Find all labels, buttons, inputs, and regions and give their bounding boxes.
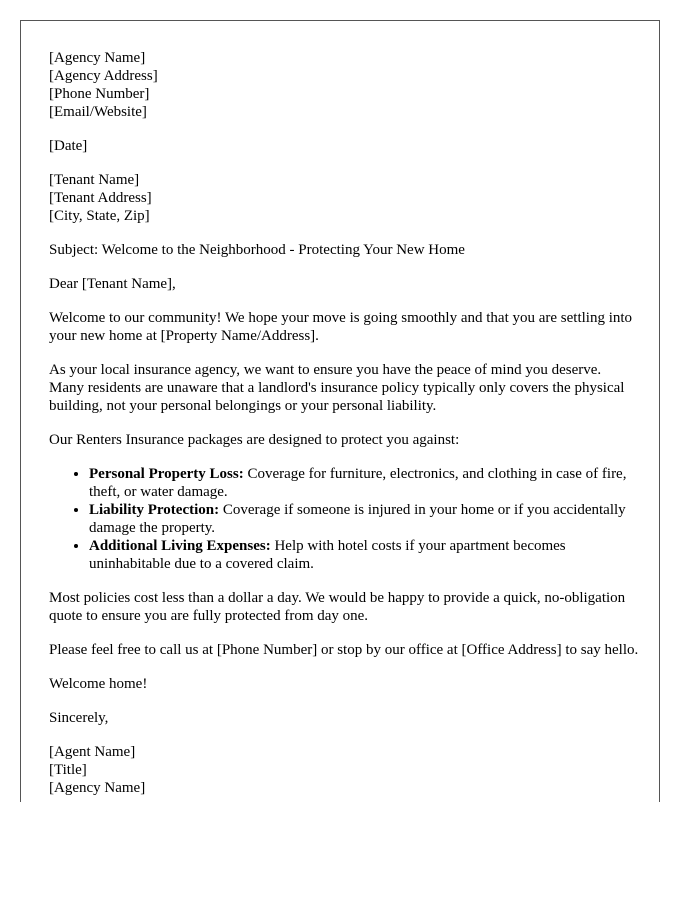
signature-agency-name: [Agency Name] — [49, 780, 146, 796]
recipient-city-state-zip: [City, State, Zip] — [49, 208, 150, 224]
letter-content — [49, 49, 639, 802]
coverage-title-property: Personal Property Loss: — [89, 466, 244, 482]
paragraph-cost: Most policies cost less than a dollar a day. We would be happy to provide a quick, no-obligation quote to ensure you are fully protected from day one. — [49, 590, 626, 624]
sign-off: Sincerely, — [49, 710, 109, 726]
sender-email-website: [Email/Website] — [49, 104, 147, 120]
paragraph-packages-intro: Our Renters Insurance packages are designed to protect you against: — [49, 432, 460, 448]
paragraph-welcome: Welcome to our community! We hope your move is going smoothly and that you are settling into your new home at [Property Name/Address]. — [49, 310, 633, 344]
coverage-text-liability: Coverage if someone is injured in your home or if you accidentally damage the property. — [89, 502, 626, 536]
coverage-list — [49, 465, 639, 573]
sender-phone: [Phone Number] — [49, 86, 150, 102]
list-item — [89, 465, 639, 501]
paragraph-welcome-home: Welcome home! — [49, 676, 148, 692]
letter-page — [20, 20, 660, 802]
coverage-title-living-expenses: Additional Living Expenses: — [89, 538, 271, 554]
coverage-text-living-expenses: Help with hotel costs if your apartment becomes uninhabitable due to a covered claim. — [89, 538, 566, 572]
signature-agent-name: [Agent Name] — [49, 744, 136, 760]
sender-agency-address: [Agency Address] — [49, 68, 158, 84]
paragraph-contact: Please feel free to call us at [Phone Number] or stop by our office at [Office Address] to say hello. — [49, 642, 639, 658]
sender-block — [49, 49, 639, 121]
date-block — [49, 137, 639, 155]
salutation: Dear [Tenant Name], — [49, 276, 176, 292]
list-item — [89, 501, 639, 537]
letter-date: [Date] — [49, 138, 88, 154]
coverage-text-property: Coverage for furniture, electronics, and clothing in case of fire, theft, or water damage. — [89, 466, 627, 500]
recipient-address: [Tenant Address] — [49, 190, 152, 206]
signature-title: [Title] — [49, 762, 87, 778]
coverage-title-liability: Liability Protection: — [89, 502, 220, 518]
recipient-name: [Tenant Name] — [49, 172, 140, 188]
list-item — [89, 537, 639, 573]
recipient-block — [49, 171, 639, 225]
sender-agency-name: [Agency Name] — [49, 50, 146, 66]
signature-block — [49, 743, 639, 797]
paragraph-peace-of-mind: As your local insurance agency, we want to ensure you have the peace of mind you deserve. Many residents are unaware that a landlord's insurance policy typically only covers the physical building, not your personal belongings or your personal liability. — [49, 362, 625, 414]
subject-line: Subject: Welcome to the Neighborhood - Protecting Your New Home — [49, 242, 465, 258]
